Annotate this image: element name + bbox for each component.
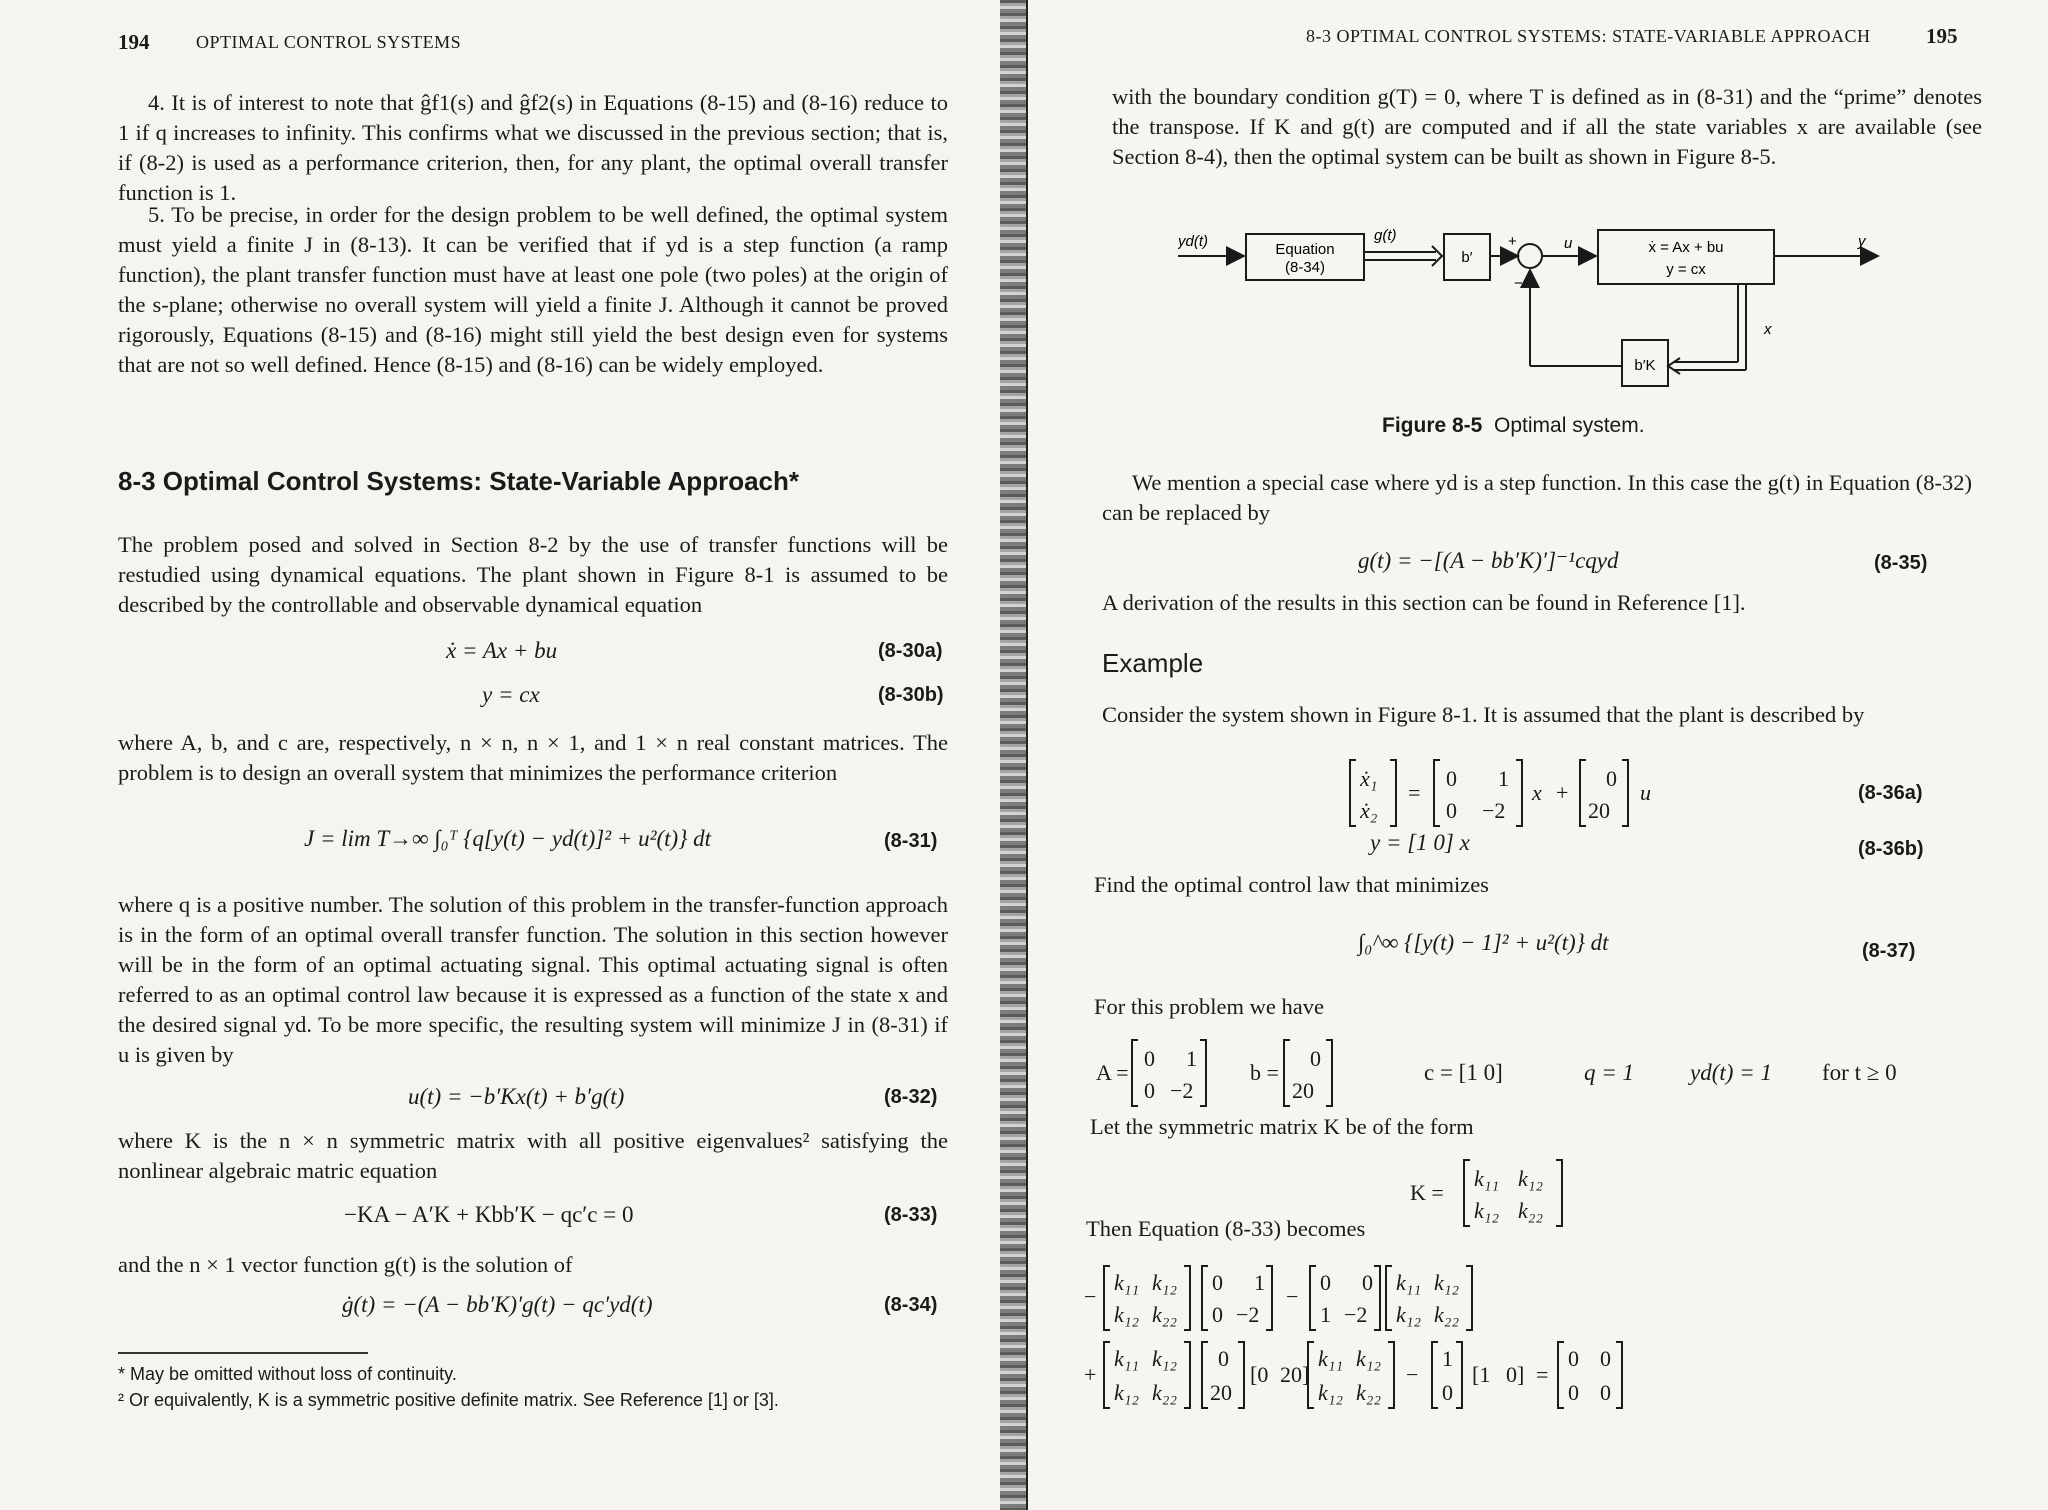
list-item-4: 4. It is of interest to note that ĝf1(s) and ĝf2(s) in Equations (8-15) and (8-16) reduce to 1 if q increases to infinity. This confirms what we discussed in the previous section; that is, if (8-2) is used as a performance criterion, then, for any plant, the optimal overall transfer function is 1. bbox=[118, 90, 948, 205]
left-page bbox=[0, 0, 1010, 1510]
label-u: u bbox=[1564, 235, 1573, 252]
svg-text:0: 0 bbox=[1446, 798, 1457, 823]
paragraph-g-vector: and the n × 1 vector function g(t) is the solution of bbox=[118, 1252, 573, 1277]
riccati-expansion bbox=[1080, 1262, 1640, 1412]
svg-text:K =: K = bbox=[1410, 1180, 1444, 1205]
equation-8-36b: y = [1 0] x bbox=[1370, 830, 1470, 855]
footnote-rule bbox=[118, 1352, 368, 1354]
paragraph-control-law: where q is a positive number. The solution of this problem in the transfer-function approach is in the form of an optimal overall transfer function. The solution in this section however will be in the form of an optimal actuating signal. This optimal actuating signal is often referred to as an optimal control law because it is expressed as a function of the state x and the desired signal yd. To be more specific, the resulting system will minimize J in (8-31) if u is given by bbox=[118, 892, 948, 1067]
summing-junction bbox=[1518, 244, 1542, 268]
svg-text:−2: −2 bbox=[1236, 1302, 1260, 1327]
svg-text:0: 0 bbox=[1606, 766, 1617, 791]
svg-text:k₁₂: k₁₂ bbox=[1396, 1302, 1422, 1327]
label-y: y bbox=[1858, 233, 1866, 250]
svg-text:k₂₂: k₂₂ bbox=[1152, 1302, 1178, 1327]
label-x: x bbox=[1764, 321, 1772, 338]
paragraph-intro: The problem posed and solved in Section 8-2 by the use of transfer functions will be restudied using dynamical equations. The plant shown in Figure 8-1 is assumed to be described by the controllable and observable dynamical equation bbox=[118, 532, 948, 617]
block-diagram-figure-8-5 bbox=[1178, 222, 1898, 402]
svg-text:x: x bbox=[1532, 780, 1542, 805]
equation-8-35: g(t) = −[(A − bb′K)′]⁻¹cqyd bbox=[1358, 548, 1619, 573]
equation-8-36a bbox=[1348, 756, 1748, 830]
paragraph-then-equation: Then Equation (8-33) becomes bbox=[1086, 1216, 1366, 1241]
svg-text:ẋ₂: ẋ₂ bbox=[1360, 798, 1378, 823]
svg-text:k₁₂: k₁₂ bbox=[1114, 1302, 1140, 1327]
svg-text:−2: −2 bbox=[1482, 798, 1506, 823]
list-item-5: 5. To be precise, in order for the design problem to be well defined, the optimal system must yield a finite J in (8-13). It can be verified that if yd is a step function (a ramp function), the plant transfer function must have at least one pole (two poles) at the origin of the s-plane; otherwise no overall system will yield a finite J. Although it cannot be proved rigorously, Equations (8-15) and (8-16) might still yield the best design even for systems that are not so well defined. Hence (8-15) and (8-16) can be widely employed. bbox=[118, 202, 948, 377]
parameter-c: c = [1 0] bbox=[1424, 1060, 1503, 1085]
equation-number-8-36a: (8-36a) bbox=[1858, 782, 1923, 804]
svg-text:u: u bbox=[1640, 780, 1651, 805]
svg-text:k₁₁: k₁₁ bbox=[1318, 1346, 1344, 1371]
footnote-2: ² Or equivalently, K is a symmetric positive definite matrix. See Reference [1] or [3]. bbox=[118, 1390, 779, 1410]
paragraph-riccati: where K is the n × n symmetric matrix with all positive eigenvalues² satisfying the nonlinear algebraic matric equation bbox=[118, 1128, 948, 1183]
svg-text:k₁₂: k₁₂ bbox=[1318, 1380, 1344, 1405]
svg-text:k₁₂: k₁₂ bbox=[1152, 1346, 1178, 1371]
equation-8-30b: y = cx bbox=[482, 682, 540, 707]
svg-text:A =: A = bbox=[1096, 1060, 1129, 1085]
equation-number-8-31: (8-31) bbox=[884, 830, 938, 852]
equation-8-34: ġ(t) = −(A − bb′K)′g(t) − qc′yd(t) bbox=[342, 1292, 653, 1317]
svg-text:20: 20 bbox=[1210, 1380, 1232, 1405]
svg-text:k₂₂: k₂₂ bbox=[1518, 1198, 1544, 1223]
equation-number-8-35: (8-35) bbox=[1874, 552, 1928, 574]
svg-text:=: = bbox=[1408, 780, 1421, 805]
svg-text:−2: −2 bbox=[1170, 1078, 1194, 1103]
svg-text:0: 0 bbox=[1310, 1046, 1321, 1071]
svg-text:0: 0 bbox=[1212, 1302, 1223, 1327]
equation-number-8-34: (8-34) bbox=[884, 1294, 938, 1316]
section-title: 8-3 Optimal Control Systems: State-Variable Approach* bbox=[118, 466, 799, 496]
svg-text:0: 0 bbox=[1218, 1346, 1229, 1371]
svg-text:k₂₂: k₂₂ bbox=[1356, 1380, 1382, 1405]
svg-text:k₁₁: k₁₁ bbox=[1396, 1270, 1422, 1295]
label-g: g(t) bbox=[1374, 227, 1397, 244]
svg-text:0: 0 bbox=[1442, 1380, 1453, 1405]
svg-text:1: 1 bbox=[1186, 1046, 1197, 1071]
equation-8-31: J = lim T→∞ ∫₀ᵀ {q[y(t) − yd(t)]² + u²(t)} dt bbox=[304, 826, 712, 851]
svg-text:=: = bbox=[1536, 1362, 1549, 1387]
svg-text:1: 1 bbox=[1442, 1346, 1453, 1371]
paragraph-find-law: Find the optimal control law that minimizes bbox=[1094, 872, 1489, 897]
parameter-for: for t ≥ 0 bbox=[1822, 1060, 1897, 1085]
page-number-right: 195 bbox=[1926, 24, 1958, 48]
svg-text:k₁₂: k₁₂ bbox=[1434, 1270, 1460, 1295]
footnote-1: * May be omitted without loss of continuity. bbox=[118, 1364, 457, 1384]
label-minus: − bbox=[1514, 275, 1523, 292]
svg-text:0: 0 bbox=[1600, 1346, 1611, 1371]
svg-text:0: 0 bbox=[1600, 1380, 1611, 1405]
equation-number-8-37: (8-37) bbox=[1862, 940, 1916, 962]
svg-text:k₂₂: k₂₂ bbox=[1434, 1302, 1460, 1327]
equation-number-8-30b: (8-30b) bbox=[878, 684, 944, 706]
svg-text:0: 0 bbox=[1568, 1346, 1579, 1371]
label-yd: yd(t) bbox=[1178, 233, 1208, 250]
label-plus: + bbox=[1508, 233, 1517, 250]
svg-text:b =: b = bbox=[1250, 1060, 1279, 1085]
equation-number-8-30a: (8-30a) bbox=[878, 640, 943, 662]
svg-text:−2: −2 bbox=[1344, 1302, 1368, 1327]
paragraph-we-have: For this problem we have bbox=[1094, 994, 1324, 1019]
equation-8-33: −KA − A′K + Kbb′K − qc′c = 0 bbox=[344, 1202, 634, 1227]
svg-text:k₁₁: k₁₁ bbox=[1114, 1270, 1140, 1295]
label-equation-number: (8-34) bbox=[1284, 259, 1326, 276]
svg-text:1: 1 bbox=[1254, 1270, 1265, 1295]
equation-number-8-33: (8-33) bbox=[884, 1204, 938, 1226]
svg-text:k₁₂: k₁₂ bbox=[1474, 1198, 1500, 1223]
label-equation: Equation bbox=[1275, 241, 1335, 258]
svg-text:0: 0 bbox=[1212, 1270, 1223, 1295]
svg-text:k₁₁: k₁₁ bbox=[1474, 1166, 1500, 1191]
svg-text:k₂₂: k₂₂ bbox=[1152, 1380, 1178, 1405]
svg-text:−: − bbox=[1286, 1284, 1299, 1309]
parameter-yd: yd(t) = 1 bbox=[1690, 1060, 1772, 1085]
svg-text:ẋ₁: ẋ₁ bbox=[1360, 766, 1378, 791]
parameter-matrices-a-b bbox=[1090, 1036, 1380, 1110]
svg-text:1: 1 bbox=[1498, 766, 1509, 791]
paragraph-reference: A derivation of the results in this section can be found in Reference [1]. bbox=[1102, 590, 1746, 615]
equation-8-37: ∫₀^∞ {[y(t) − 1]² + u²(t)} dt bbox=[1358, 930, 1609, 955]
paragraph-matrices: where A, b, and c are, respectively, n × n, n × 1, and 1 × n real constant matrices. The problem is to design an overall system that minimizes the performance criterion bbox=[118, 730, 948, 785]
label-bk: b′K bbox=[1634, 357, 1656, 374]
figure-label: Figure 8-5 bbox=[1382, 414, 1483, 437]
paragraph-step-case: We mention a special case where yd is a step function. In this case the g(t) in Equation (8-32) can be replaced by bbox=[1102, 470, 1972, 525]
paragraph-example: Consider the system shown in Figure 8-1. It is assumed that the plant is described by bbox=[1102, 702, 1865, 727]
svg-text:k₁₂: k₁₂ bbox=[1356, 1346, 1382, 1371]
svg-text:0: 0 bbox=[1144, 1078, 1155, 1103]
equation-8-30a: ẋ = Ax + bu bbox=[446, 638, 558, 663]
svg-text:20]: 20] bbox=[1280, 1362, 1310, 1387]
svg-text:0: 0 bbox=[1446, 766, 1457, 791]
svg-text:k₁₂: k₁₂ bbox=[1152, 1270, 1178, 1295]
svg-text:20: 20 bbox=[1588, 798, 1610, 823]
right-page bbox=[1028, 0, 2048, 1510]
svg-text:+: + bbox=[1556, 780, 1569, 805]
svg-text:0: 0 bbox=[1568, 1380, 1579, 1405]
equation-number-8-36b: (8-36b) bbox=[1858, 838, 1924, 860]
svg-text:[1: [1 bbox=[1472, 1362, 1491, 1387]
svg-text:20: 20 bbox=[1292, 1078, 1314, 1103]
svg-text:[0: [0 bbox=[1250, 1362, 1269, 1387]
svg-text:1: 1 bbox=[1320, 1302, 1331, 1327]
svg-text:−: − bbox=[1406, 1362, 1419, 1387]
figure-caption-text: Optimal system. bbox=[1494, 414, 1645, 437]
label-state-eq: ẋ = Ax + bu bbox=[1648, 239, 1724, 256]
svg-text:k₁₁: k₁₁ bbox=[1114, 1346, 1140, 1371]
paragraph-boundary: with the boundary condition g(T) = 0, where T is defined as in (8-31) and the “prime” denotes the transpose. If K and g(t) are computed and if all the state variables x are available (see Section 8-4), then the optimal system can be built as shown in Figure 8-5. bbox=[1112, 84, 1982, 169]
example-heading: Example bbox=[1102, 648, 1204, 678]
svg-text:0: 0 bbox=[1362, 1270, 1373, 1295]
svg-text:k₁₂: k₁₂ bbox=[1114, 1380, 1140, 1405]
svg-text:0: 0 bbox=[1144, 1046, 1155, 1071]
label-b-prime: b′ bbox=[1461, 249, 1473, 266]
equation-8-32: u(t) = −b′Kx(t) + b′g(t) bbox=[408, 1084, 625, 1109]
running-header-right: 8-3 OPTIMAL CONTROL SYSTEMS: STATE-VARIABLE APPROACH bbox=[1306, 26, 1871, 46]
svg-text:+: + bbox=[1084, 1362, 1097, 1387]
running-header-left: OPTIMAL CONTROL SYSTEMS bbox=[196, 32, 462, 52]
equation-number-8-32: (8-32) bbox=[884, 1086, 938, 1108]
svg-text:0: 0 bbox=[1320, 1270, 1331, 1295]
label-output-eq: y = cx bbox=[1666, 261, 1706, 278]
paragraph-symmetric-k: Let the symmetric matrix K be of the form bbox=[1090, 1114, 1474, 1139]
svg-text:−: − bbox=[1084, 1284, 1097, 1309]
svg-text:0]: 0] bbox=[1506, 1362, 1525, 1387]
parameter-q: q = 1 bbox=[1584, 1060, 1635, 1085]
svg-text:k₁₂: k₁₂ bbox=[1518, 1166, 1544, 1191]
figure-caption bbox=[1382, 414, 1645, 438]
page-number-left: 194 bbox=[118, 30, 150, 54]
